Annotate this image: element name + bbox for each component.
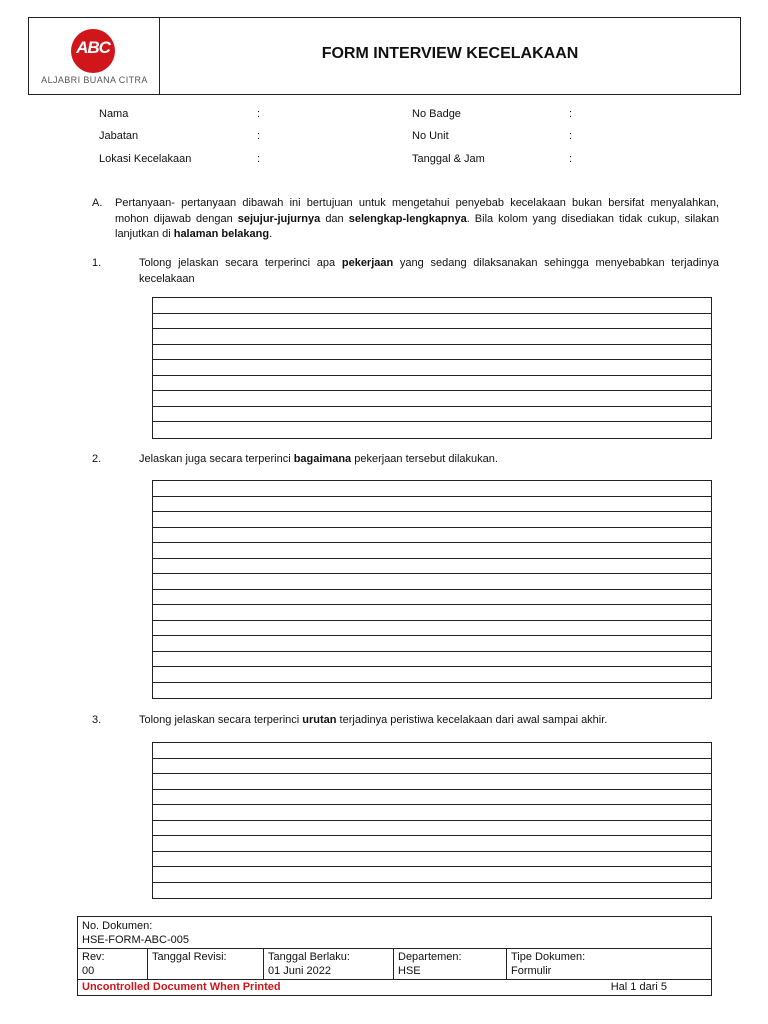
answer-line[interactable] [153,391,711,407]
label-nama: Nama [99,108,129,120]
colon: : [257,130,261,142]
answer-line[interactable] [153,512,711,528]
answer-line[interactable] [153,852,711,868]
text-part: Tolong jelaskan secara terperinci [139,714,303,726]
question-text [139,452,719,468]
answer-box-3[interactable] [152,742,712,899]
text-part: . Bila kolom yang disediakan tidak cukup, silakan lanjutkan di [115,212,720,240]
answer-line[interactable] [153,407,711,423]
answer-line[interactable] [153,636,711,652]
answer-line[interactable] [153,298,711,314]
question-3 [92,713,719,729]
answer-line[interactable] [153,759,711,775]
label-no-unit: No Unit [412,130,449,142]
departemen-label: Departemen: [398,951,462,963]
question-number: 1. [92,257,102,269]
answer-line[interactable] [153,605,711,621]
tanggal-revisi-cell [148,949,264,979]
rev-cell [78,949,148,979]
label-tanggal-jam: Tanggal & Jam [412,153,485,165]
answer-line[interactable] [153,667,711,683]
uncontrolled-notice: Uncontrolled Document When Printed [82,981,281,993]
answer-line[interactable] [153,821,711,837]
text-part: Jelaskan juga secara terperinci [139,453,294,465]
answer-line[interactable] [153,528,711,544]
answer-line[interactable] [153,559,711,575]
answer-line[interactable] [153,422,711,438]
label-jabatan: Jabatan [99,130,139,142]
bold-text: halaman belakang [173,228,270,240]
answer-line[interactable] [153,621,711,637]
answer-line[interactable] [153,543,711,559]
answer-line[interactable] [153,329,711,345]
answer-line[interactable] [153,481,711,497]
instructions-text [115,196,719,243]
answer-box-2[interactable] [152,480,712,699]
answer-line[interactable] [153,743,711,759]
bold-text: bagaimana [293,453,352,465]
answer-line[interactable] [153,652,711,668]
text-part: . [269,228,273,240]
answer-line[interactable] [153,497,711,513]
text-part: yang sedang dilaksanakan sehingga menyebabkan terjadinya kecelakaan [139,257,719,285]
answer-line[interactable] [153,376,711,392]
bold-text: selengkap-lengkapnya [348,212,467,225]
answer-line[interactable] [153,590,711,606]
answer-line[interactable] [153,867,711,883]
answer-line[interactable] [153,805,711,821]
doc-meta-row [78,949,711,980]
colon: : [569,153,573,165]
rev-label: Rev: [82,951,105,963]
answer-line[interactable] [153,836,711,852]
question-text [139,256,719,287]
question-number: 3. [92,714,102,726]
tanggal-berlaku-label: Tanggal Berlaku: [268,951,350,963]
logo-letters: ABC [76,38,110,57]
tanggal-revisi-label: Tanggal Revisi: [152,951,227,963]
section-letter: A. [92,197,103,209]
page-number: Hal 1 dari 5 [610,981,667,993]
doc-number-value: HSE-FORM-ABC-005 [82,934,189,946]
tanggal-berlaku-cell [264,949,394,979]
answer-line[interactable] [153,360,711,376]
colon: : [569,108,573,120]
question-2 [92,452,719,468]
tipe-dokumen-label: Tipe Dokumen: [511,951,586,963]
answer-line[interactable] [153,314,711,330]
form-header [28,17,741,95]
answer-line[interactable] [153,683,711,699]
departemen-value: HSE [398,965,421,977]
label-no-badge: No Badge [412,108,461,120]
bold-text: sejujur-jujurnya [237,212,321,225]
instructions-section [92,196,719,243]
tipe-dokumen-cell [507,949,711,979]
question-1 [92,256,719,287]
rev-value: 00 [82,965,95,977]
doc-number-label: No. Dokumen: [82,920,153,932]
text-part: pekerjaan tersebut dilakukan. [351,453,498,465]
company-logo [29,18,160,94]
answer-line[interactable] [153,883,711,899]
bold-text: urutan [302,714,337,726]
footer-status-row [78,980,711,995]
text-part: Tolong jelaskan secara terperinci apa [139,257,342,269]
tanggal-berlaku-value: 01 Juni 2022 [268,965,331,977]
doc-number-cell [78,917,711,949]
colon: : [569,130,573,142]
text-part: Pertanyaan- pertanyaan dibawah ini bertujuan untuk mengetahui penyebab kecelakaan bukan bersifat menyalahkan, mohon dijawab dengan [115,197,719,225]
question-number: 2. [92,453,102,465]
tipe-dokumen-value: Formulir [511,965,552,977]
colon: : [257,108,261,120]
document-footer [77,916,712,996]
answer-line[interactable] [153,774,711,790]
company-name: ALJABRI BUANA CITRA [41,75,148,85]
answer-line[interactable] [153,790,711,806]
bold-text: pekerjaan [341,257,394,269]
departemen-cell [394,949,507,979]
answer-box-1[interactable] [152,297,712,439]
form-title: FORM INTERVIEW KECELAKAAN [321,45,579,62]
question-text [139,713,719,729]
label-lokasi: Lokasi Kecelakaan [99,153,192,165]
colon: : [257,153,261,165]
text-part: terjadinya peristiwa kecelakaan dari awal sampai akhir. [336,714,608,726]
text-part: dan [320,212,349,225]
answer-line[interactable] [153,574,711,590]
answer-line[interactable] [153,345,711,361]
